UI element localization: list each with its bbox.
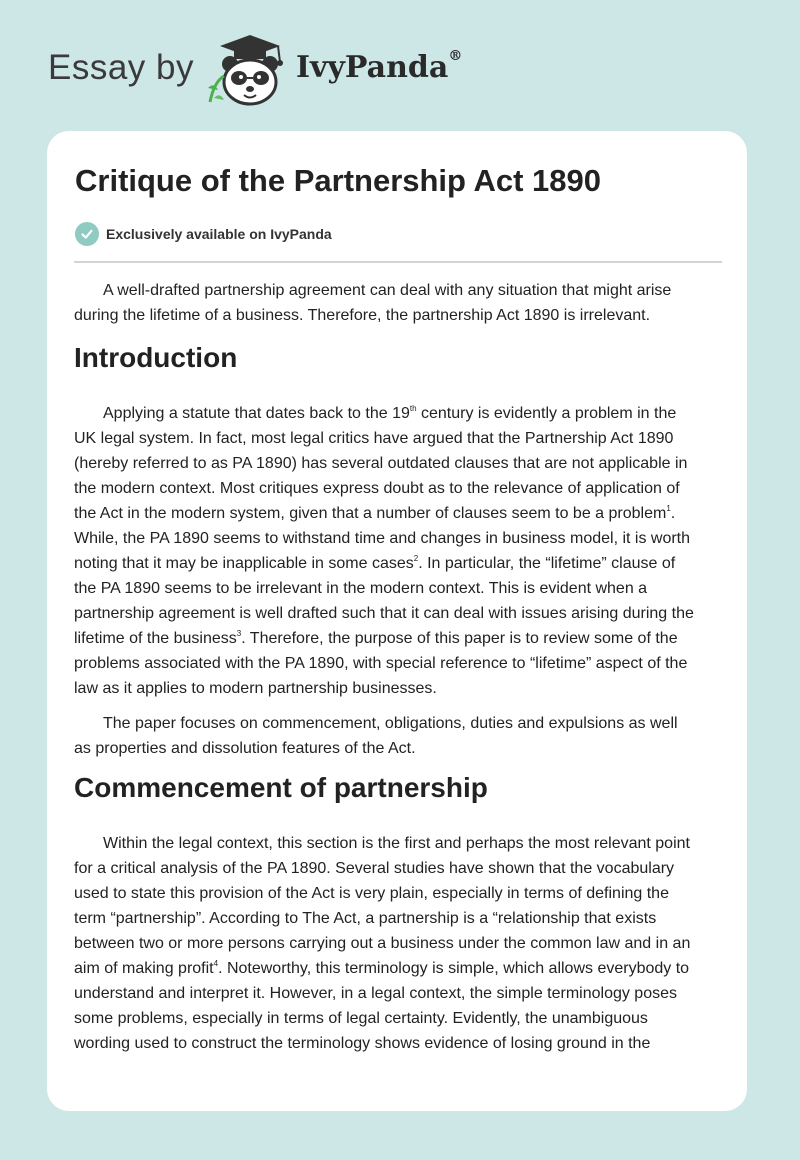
footnote-ref[interactable]: 1 — [666, 503, 671, 513]
exclusive-text: Exclusively available on IvyPanda — [106, 226, 332, 242]
intro-paragraph: A well-drafted partnership agreement can deal with any situation that might arise during the lifetime of a business. Therefore, the partnership Act 1890 is irrelevant. — [74, 282, 672, 324]
essay-card — [47, 131, 747, 1111]
heading-introduction: Introduction — [74, 342, 238, 373]
essay-title: Critique of the Partnership Act 1890 — [75, 163, 601, 198]
ivypanda-brand[interactable]: IvyPanda® — [296, 48, 463, 85]
divider — [74, 261, 722, 263]
site-header — [0, 0, 800, 130]
essay-body — [74, 278, 724, 1066]
heading-commencement: Commencement of partnership — [74, 772, 488, 803]
introduction-paragraph-1: Applying a statute that dates back to the 19th century is evidently a problem in the UK legal system. In fact, most legal critics have argued that the Partnership Act 1890 (hereby referred to as PA 1890) has several outdated clauses that are not applicable in the modern context. Most critiques express doubt as to the relevance of application of the Act in the modern system, given that a number of clauses seem to be a problem$^1$. While, the PA 1890 seems to withstand time and changes in business model, it is worth noting that it may be inapplicable in some cases$^2$. In particular, the “lifetime” clause of the PA 1890 seems to be irrelevant in the modern context. This is evident when a partnership agreement is well drafted such that it can deal with issues arising during the lifetime of the business$^3$. Therefore, the purpose of this paper is to review some of the problems associated with the PA 1890, with special reference to “lifetime” aspect of the law as it applies to modern partnership businesses. — [74, 403, 694, 697]
panda-logo-icon[interactable] — [200, 32, 296, 108]
exclusive-badge — [75, 221, 332, 247]
commencement-paragraph: Within the legal context, this section is the first and perhaps the most relevant point for a critical analysis of the PA 1890. Several studies have shown that the vocabulary used to state this provision of the Act is very plain, especially in terms of defining the term “partnership”. According to The Act, a partnership is a “relationship that exists between two or more persons carrying out a business under the common law and in an aim of making profit$^4$. Noteworthy, this terminology is simple, which allows everybody to understand and interpret it. However, in a legal context, the simple terminology poses some problems, especially in terms of legal certainty. Evidently, the unambiguous wording used to construct the terminology shows evidence of losing ground in the — [74, 835, 691, 1052]
footnote-ref[interactable]: 2 — [413, 553, 419, 563]
footnote-ref[interactable]: 3 — [236, 628, 242, 638]
introduction-paragraph-2: The paper focuses on commencement, obligations, duties and expulsions as well as properties and dissolution features of the Act. — [74, 715, 678, 757]
footnote-ref[interactable]: 4 — [213, 958, 219, 968]
check-icon — [75, 222, 99, 246]
essay-by-label: Essay by — [48, 48, 194, 87]
